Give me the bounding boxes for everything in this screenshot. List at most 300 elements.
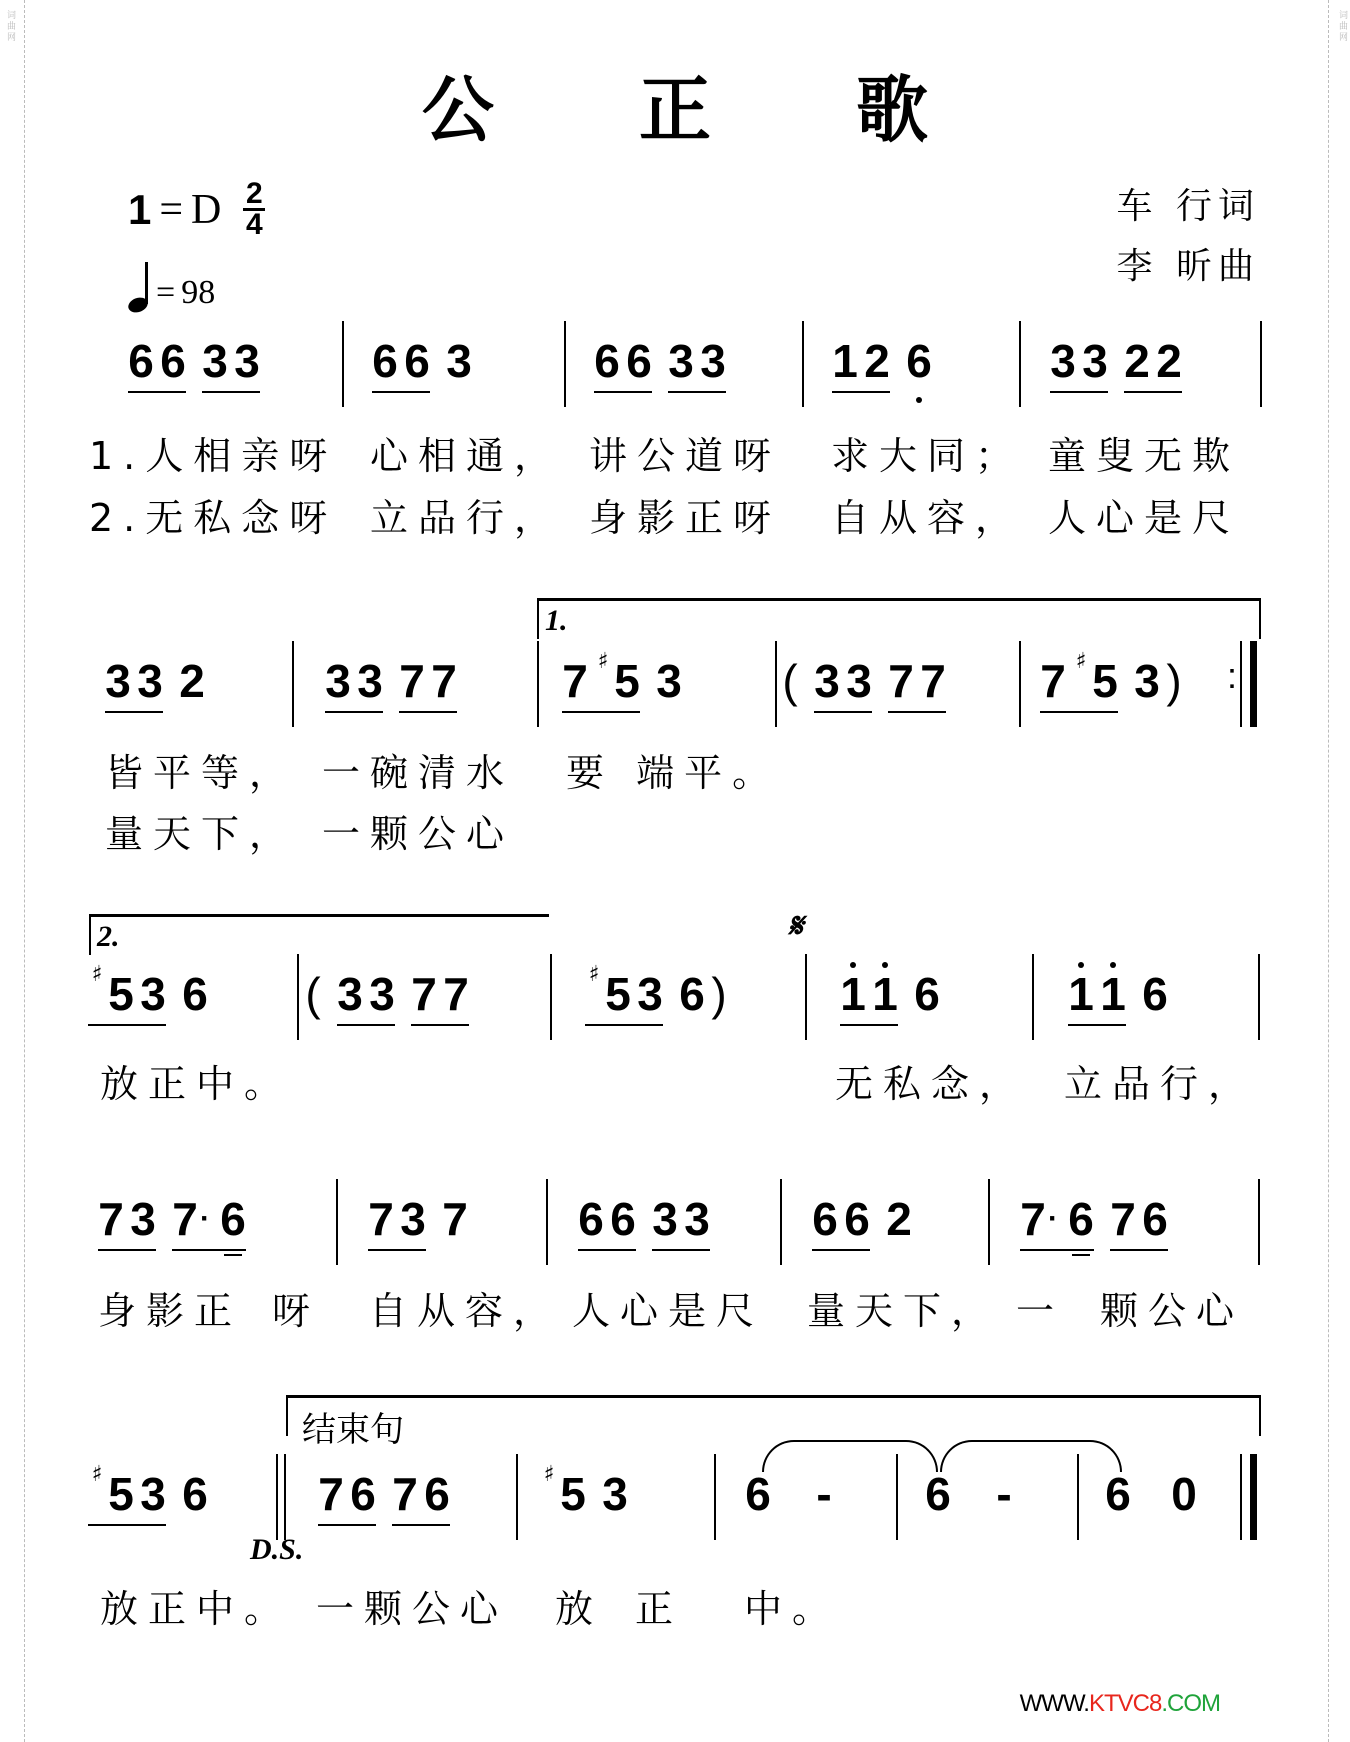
measure (325, 655, 457, 715)
note (368, 1193, 394, 1245)
note-digit: 7 (98, 1193, 124, 1245)
note-digit: 2 (1156, 335, 1182, 387)
note (404, 335, 430, 387)
low-octave-dot (916, 397, 922, 403)
note-digit: 7 (443, 968, 469, 1020)
beamed-group (411, 968, 469, 1026)
note (411, 968, 437, 1020)
barline (775, 641, 777, 727)
note-group (442, 1193, 468, 1249)
high-octave-dot (1078, 962, 1084, 968)
beamed-group (668, 335, 726, 393)
note-digit: 6 (1142, 968, 1168, 1020)
barline (1032, 954, 1034, 1040)
note-group (182, 968, 208, 1024)
note (846, 655, 872, 707)
beamed-group (1050, 335, 1108, 393)
note-digit: 7 (411, 968, 437, 1020)
note (392, 1468, 418, 1520)
note (91, 1462, 134, 1520)
note (844, 1193, 870, 1245)
site-watermark (1020, 1690, 1220, 1718)
note (160, 335, 186, 387)
second-ending-number: 2. (97, 920, 120, 953)
barline (988, 1179, 990, 1265)
note (656, 655, 682, 707)
barline (896, 1454, 898, 1540)
high-octave-dot (1110, 962, 1116, 968)
note (98, 1193, 124, 1245)
segno-icon: 𝄋 (788, 906, 803, 946)
measure (105, 655, 205, 715)
measure (578, 1193, 710, 1253)
measure (832, 335, 932, 395)
note-group (906, 335, 932, 391)
measure (305, 968, 469, 1028)
note (372, 335, 398, 387)
lyric: 呀 (272, 1289, 321, 1333)
note (399, 655, 425, 707)
measure (88, 962, 208, 1028)
first-ending-number: 1. (545, 604, 568, 637)
barline (805, 954, 807, 1040)
note (1110, 1193, 1136, 1245)
barline (780, 1179, 782, 1265)
note-digit: 1 (872, 968, 898, 1020)
barline (1260, 321, 1262, 407)
note (1050, 335, 1076, 387)
barline (537, 641, 539, 727)
note-group (305, 968, 321, 1024)
beamed-group (399, 655, 457, 713)
note-digit: 7 (888, 655, 914, 707)
note-group (656, 655, 682, 711)
note-digit: 6 (182, 1468, 208, 1520)
beamed-group (368, 1193, 426, 1251)
lyric: 心相通， (370, 434, 563, 478)
note-digit: 3 (684, 1193, 710, 1245)
measure (318, 1468, 450, 1528)
note (350, 1468, 376, 1520)
measure (782, 655, 946, 715)
barline (1077, 1454, 1079, 1540)
measure (745, 1468, 837, 1528)
note (1040, 655, 1066, 707)
note-digit: 5 (614, 655, 640, 707)
note (442, 1193, 468, 1245)
key-equals: = (159, 186, 184, 233)
note-digit: 5 (605, 968, 631, 1020)
beamed-group (392, 1468, 450, 1526)
note-group (914, 968, 940, 1024)
beamed-group (1124, 335, 1182, 393)
lyric: 正 (635, 1587, 684, 1631)
augmentation-dot: · (200, 1202, 210, 1235)
note (140, 1468, 166, 1520)
barline (1258, 954, 1260, 1040)
barline (336, 1179, 338, 1265)
note (668, 335, 694, 387)
note-digit: 3 (668, 335, 694, 387)
note (888, 655, 914, 707)
note-group (1134, 655, 1182, 711)
note-digit: 7 (431, 655, 457, 707)
note-digit: 6 (578, 1193, 604, 1245)
note (597, 649, 640, 707)
note-digit: 6 (906, 335, 932, 387)
note-digit: 6 (220, 1193, 246, 1245)
time-signature (243, 177, 265, 241)
note-digit: 6 (424, 1468, 450, 1520)
note (1171, 1468, 1197, 1520)
lyricist-credit: 车 行词 (1116, 186, 1260, 227)
lyric: 量天下， (807, 1289, 1000, 1333)
lyric: 自从容， (831, 496, 1024, 540)
note (182, 968, 208, 1020)
barline (284, 1454, 286, 1540)
lyric: 一颗公心 (322, 812, 515, 856)
note (840, 968, 866, 1020)
note-digit: 5 (1092, 655, 1118, 707)
ending-phrase-bracket (286, 1395, 1261, 1436)
measure (594, 335, 726, 395)
barline (1019, 641, 1021, 727)
note-digit: 1 (1100, 968, 1126, 1020)
note (588, 962, 631, 1020)
measure (372, 335, 472, 395)
beamed-group (585, 962, 663, 1026)
note-digit: 6 (1105, 1468, 1131, 1520)
note-group (925, 1468, 951, 1524)
note (1105, 1468, 1131, 1520)
note (357, 655, 383, 707)
measure (128, 335, 260, 395)
note-digit: 3 (814, 655, 840, 707)
note (602, 1468, 628, 1520)
lyric: 无私念， (835, 1062, 1028, 1106)
beamed-group (202, 335, 260, 393)
note-group (179, 655, 205, 711)
note-group (991, 1468, 1017, 1524)
note-digit: 6 (160, 335, 186, 387)
beamed-group (832, 335, 890, 393)
beamed-group (88, 1462, 166, 1526)
lyric: 量天下， (105, 812, 298, 856)
beamed-group (172, 1193, 246, 1251)
beamed-group (594, 335, 652, 393)
side-watermark-right: 词曲网 (1337, 10, 1347, 43)
note (443, 968, 469, 1020)
sharp-icon: ♯ (543, 1462, 555, 1487)
note-digit: 0 (1171, 1468, 1197, 1520)
note (318, 1468, 344, 1520)
note-digit: 5 (108, 1468, 134, 1520)
note-digit: 2 (1124, 335, 1150, 387)
parenthesis (1166, 655, 1182, 707)
measure (840, 968, 940, 1028)
lyric: 求大同； (831, 434, 1024, 478)
beamed-group (812, 1193, 870, 1251)
note (679, 968, 705, 1020)
note-group (679, 968, 727, 1024)
note-digit: 6 (844, 1193, 870, 1245)
note (886, 1193, 912, 1245)
note-digit: 6 (1142, 1193, 1168, 1245)
lyric: 放正中。 (100, 1587, 293, 1631)
sharp-icon: ♯ (91, 962, 103, 987)
note-digit: ) (1166, 655, 1182, 707)
sharp-icon: ♯ (597, 649, 609, 674)
note (610, 1193, 636, 1245)
beamed-group (1110, 1193, 1168, 1251)
note-digit: ) (711, 968, 727, 1020)
note (1100, 968, 1126, 1020)
note (325, 655, 351, 707)
note (914, 968, 940, 1020)
note-digit: 7 (1020, 1193, 1046, 1245)
beamed-group (1020, 1193, 1094, 1251)
note (1020, 1193, 1058, 1245)
beamed-group (840, 968, 898, 1026)
note (172, 1193, 210, 1245)
note-digit: 3 (602, 1468, 628, 1520)
note (128, 335, 154, 387)
tempo-bpm: 98 (181, 274, 216, 311)
note (684, 1193, 710, 1245)
beamed-group (128, 335, 186, 393)
measure (1068, 968, 1168, 1028)
beamed-group (888, 655, 946, 713)
note-group (446, 335, 472, 391)
note-digit: - (996, 1468, 1012, 1520)
lyric: 人心是尺 (572, 1289, 765, 1333)
note-digit: 6 (610, 1193, 636, 1245)
repeat-end-barline (1240, 641, 1242, 727)
note-digit: 3 (140, 968, 166, 1020)
beamed-group (88, 962, 166, 1026)
measure (88, 1462, 208, 1528)
tempo-marking (128, 262, 215, 312)
note-group (1105, 1468, 1131, 1524)
measure (368, 1193, 468, 1253)
lyric: 放正中。 (100, 1062, 293, 1106)
note-digit: 3 (105, 655, 131, 707)
note (543, 1462, 586, 1520)
note-digit: 1 (832, 335, 858, 387)
note (91, 962, 134, 1020)
song-title: 公 正 歌 (421, 67, 989, 152)
note-digit: 1 (840, 968, 866, 1020)
beamed-group (578, 1193, 636, 1251)
sharp-icon: ♯ (1075, 649, 1087, 674)
note-digit: 7 (1110, 1193, 1136, 1245)
time-top: 2 (246, 177, 263, 210)
note-digit: 7 (368, 1193, 394, 1245)
note-digit: 3 (652, 1193, 678, 1245)
note-digit: 3 (337, 968, 363, 1020)
note (652, 1193, 678, 1245)
note-digit: 6 (404, 335, 430, 387)
note (1068, 1193, 1094, 1245)
measure (1105, 1468, 1197, 1528)
quarter-note-icon (128, 262, 150, 312)
measure (1050, 335, 1182, 395)
augmentation-dot: · (1048, 1202, 1058, 1235)
barline (292, 641, 294, 727)
parenthesis (782, 655, 798, 707)
note (446, 335, 472, 387)
note-digit: 2 (864, 335, 890, 387)
note (812, 1193, 838, 1245)
tempo-equals: = (156, 274, 176, 311)
time-bottom: 4 (246, 208, 263, 241)
measure (812, 1193, 912, 1253)
side-watermark-left: 词曲网 (5, 10, 15, 43)
note (234, 335, 260, 387)
right-margin-line (1328, 0, 1329, 1742)
note-digit: ( (782, 655, 798, 707)
lyric: 讲公道呀 (589, 434, 782, 478)
sharp-icon: ♯ (91, 1462, 103, 1487)
repeat-end-barline-thick (1250, 641, 1257, 727)
barline (546, 1179, 548, 1265)
note (220, 1193, 246, 1245)
note (202, 335, 228, 387)
note-digit: 3 (700, 335, 726, 387)
measure (98, 1193, 246, 1253)
high-octave-dot (850, 962, 856, 968)
lyric: 童叟无欺 (1048, 434, 1241, 478)
note (832, 335, 858, 387)
note-group (886, 1193, 912, 1249)
sixteenth-underline (1072, 1254, 1090, 1256)
beamed-group (325, 655, 383, 713)
sixteenth-underline (224, 1254, 242, 1256)
note-digit: 3 (137, 655, 163, 707)
note-digit: 7 (442, 1193, 468, 1245)
parenthesis (305, 968, 321, 1020)
note-group (811, 1468, 837, 1524)
note (814, 655, 840, 707)
note-digit: ( (305, 968, 321, 1020)
barline (516, 1454, 518, 1540)
beamed-group (1068, 968, 1126, 1026)
note (1134, 655, 1160, 707)
note-digit: 3 (1082, 335, 1108, 387)
note-group (182, 1468, 208, 1524)
note-digit: 6 (745, 1468, 771, 1520)
lyric: 一碗清水 (322, 751, 515, 795)
key-one: 1 (128, 185, 152, 233)
note-digit: 3 (325, 655, 351, 707)
lyric: 立品行， (1064, 1062, 1257, 1106)
barline (297, 954, 299, 1040)
note (130, 1193, 156, 1245)
note-digit: 7 (318, 1468, 344, 1520)
note-digit: 3 (1050, 335, 1076, 387)
barline (564, 321, 566, 407)
note-digit: 3 (446, 335, 472, 387)
note-digit: 3 (140, 1468, 166, 1520)
note (594, 335, 620, 387)
barline (342, 321, 344, 407)
note-digit: 6 (925, 1468, 951, 1520)
note (626, 335, 652, 387)
note-digit: 1 (1068, 968, 1094, 1020)
note-digit: 6 (182, 968, 208, 1020)
note-group (1171, 1468, 1197, 1524)
note-digit: 7 (172, 1193, 198, 1245)
lyric: 2.无私念呀 (89, 496, 338, 540)
note-digit: 6 (594, 335, 620, 387)
note (337, 968, 363, 1020)
lyric: 立品行， (370, 496, 563, 540)
key-tonic: D (191, 186, 222, 233)
extension-dash (811, 1468, 837, 1520)
note-digit: 3 (846, 655, 872, 707)
note (700, 335, 726, 387)
beamed-group (337, 968, 395, 1026)
note-digit: 7 (392, 1468, 418, 1520)
note (578, 1193, 604, 1245)
note-group (540, 1462, 586, 1524)
lyric: 一颗公心 (316, 1587, 509, 1631)
lyric: 人心是尺 (1048, 496, 1241, 540)
beamed-group (814, 655, 872, 713)
final-barline (1240, 1454, 1242, 1540)
beamed-group (562, 649, 640, 713)
dal-segno-marking: D.S. (250, 1533, 304, 1566)
barline (802, 321, 804, 407)
lyric: 要 端平。 (566, 751, 781, 795)
measure (1020, 1193, 1168, 1253)
note-digit: 3 (130, 1193, 156, 1245)
extension-dash (991, 1468, 1017, 1520)
note-digit: 3 (234, 335, 260, 387)
beamed-group (105, 655, 163, 713)
note-digit: 3 (400, 1193, 426, 1245)
left-margin-line (24, 0, 25, 1742)
note-digit: 7 (399, 655, 425, 707)
watermark-brand: KTVC8 (1088, 1690, 1162, 1717)
note-digit: 3 (357, 655, 383, 707)
lyric: 一 (1016, 1289, 1065, 1333)
measure (1040, 649, 1182, 715)
lyric: 颗公心 (1100, 1289, 1245, 1333)
note-group (782, 655, 798, 711)
lyric: 身影正 (98, 1289, 243, 1333)
note (424, 1468, 450, 1520)
note-digit: 6 (914, 968, 940, 1020)
note (906, 335, 932, 387)
note (1068, 968, 1094, 1020)
note-group (745, 1468, 771, 1524)
note (182, 1468, 208, 1520)
sharp-icon: ♯ (588, 962, 600, 987)
note-digit: 6 (128, 335, 154, 387)
note (431, 655, 457, 707)
note (1156, 335, 1182, 387)
beamed-group (318, 1468, 376, 1526)
note-digit: 6 (350, 1468, 376, 1520)
note-digit: 3 (369, 968, 395, 1020)
measure (925, 1468, 1017, 1528)
note-digit: 5 (108, 968, 134, 1020)
lyric: 自从容， (369, 1289, 562, 1333)
beamed-group (652, 1193, 710, 1251)
lyric: 放 (555, 1587, 604, 1631)
beamed-group (372, 335, 430, 393)
